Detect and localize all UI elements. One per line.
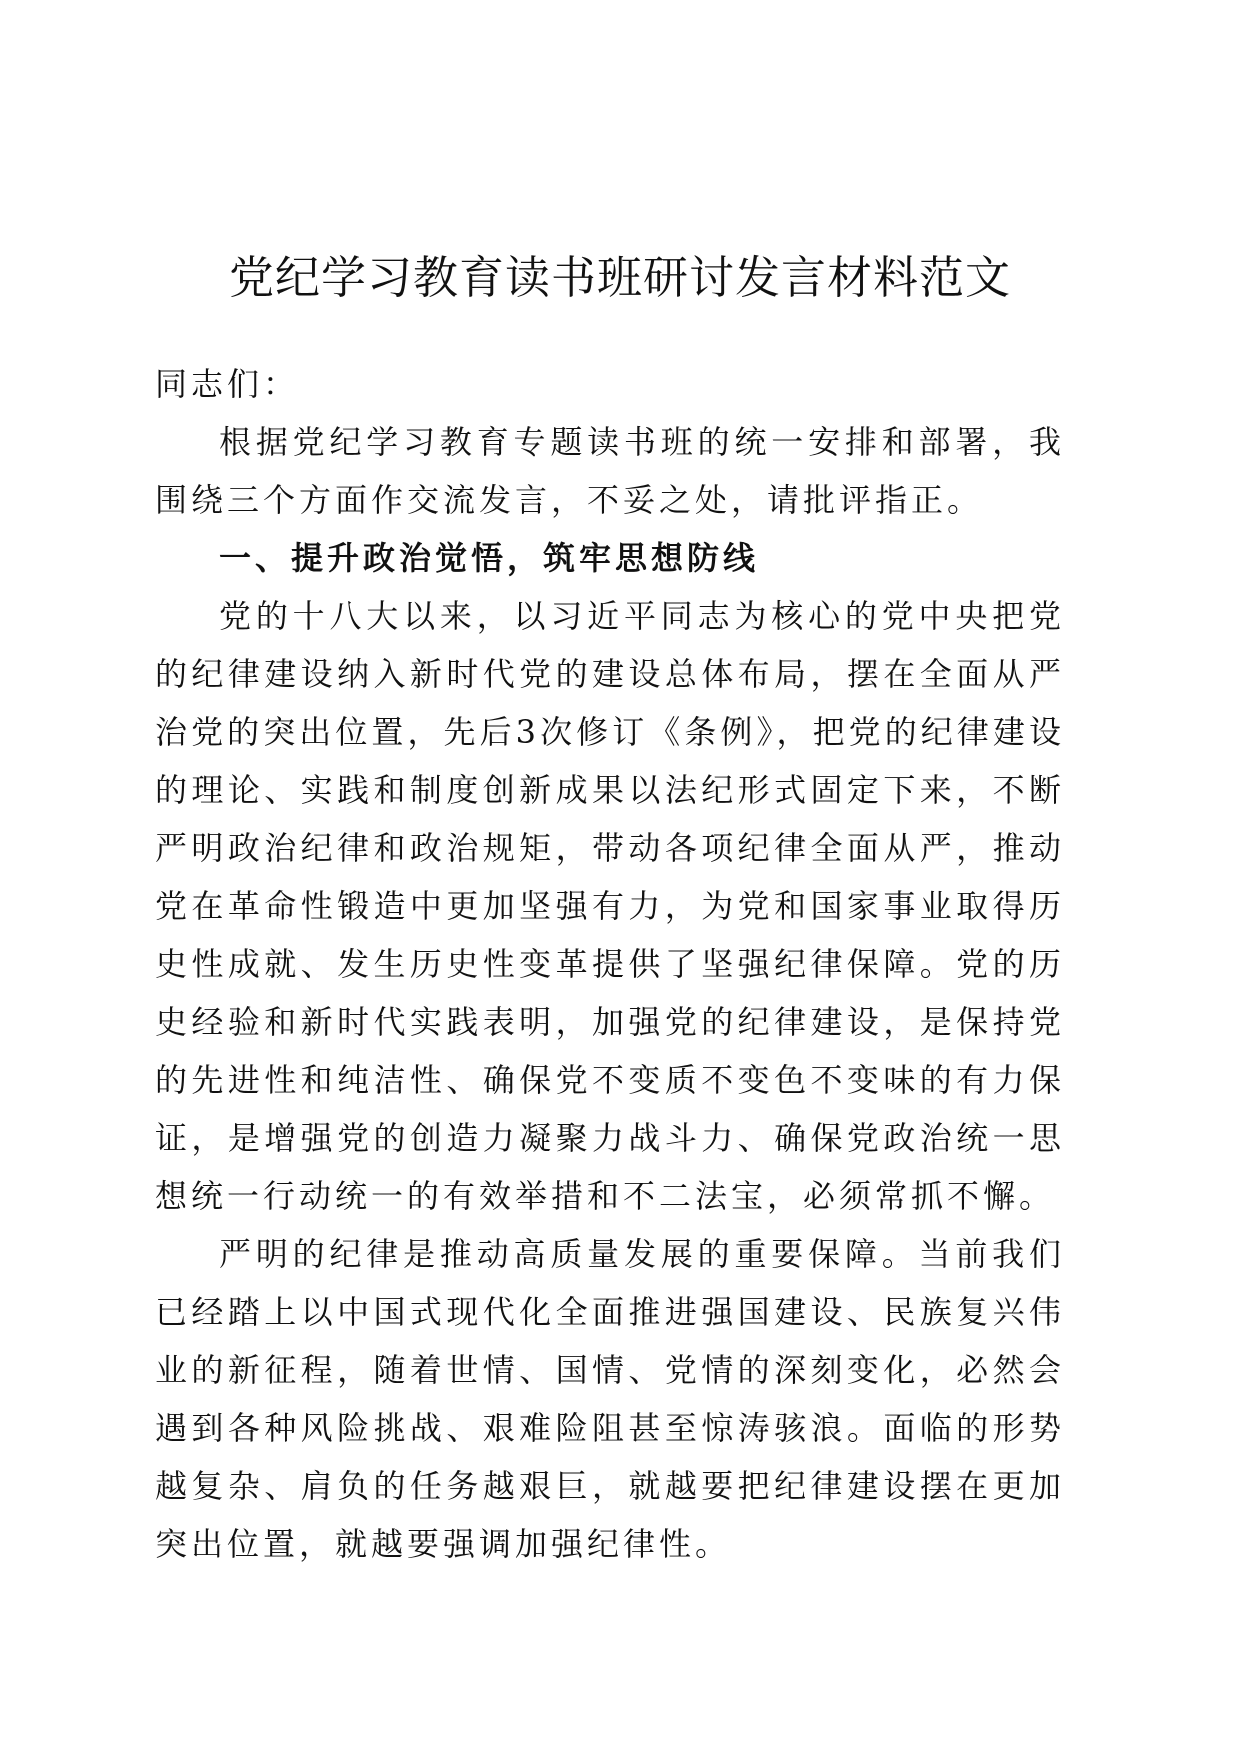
body-paragraph-1: 党的十八大以来，以习近平同志为核心的党中央把党的纪律建设纳入新时代党的建设总体布局，摆在全面从严治党的突出位置，先后3次修订《条例》，把党的纪律建设的理论、实践和制度创新成果以法纪形式固定下来，不断严明政治纪律和政治规矩，带动各项纪律全面从严，推动党在革命性锻造中更加坚强有力，为党和国家事业取得历史性成就、发生历史性变革提供了坚强纪律保障。党的历史经验和新时代实践表明，加强党的纪律建设，是保持党的先进性和纯洁性、确保党不变质不变色不变味的有力保证，是增强党的创造力凝聚力战斗力、确保党政治统一思想统一行动统一的有效举措和不二法宝，必须常抓不懈。 [155,597,1065,1215]
document-title: 党纪学习教育读书班研讨发言材料范文 [228,251,1011,304]
salutation: 同志们： [155,365,300,403]
document-body [155,355,1065,1573]
body-paragraph-2: 严明的纪律是推动高质量发展的重要保障。当前我们已经踏上以中国式现代化全面推进强国建设、民族复兴伟业的新征程，随着世情、国情、党情的深刻变化，必然会遇到各种风险挑战、艰难险阻甚至惊涛骇浪。面临的形势越复杂、肩负的任务越艰巨，就越要把纪律建设摆在更加突出位置，就越要强调加强纪律性。 [155,1235,1065,1563]
intro-paragraph: 根据党纪学习教育专题读书班的统一安排和部署，我围绕三个方面作交流发言，不妥之处，请批评指正。 [155,423,1065,519]
section-heading-1: 一、提升政治觉悟，筑牢思想防线 [219,539,760,577]
